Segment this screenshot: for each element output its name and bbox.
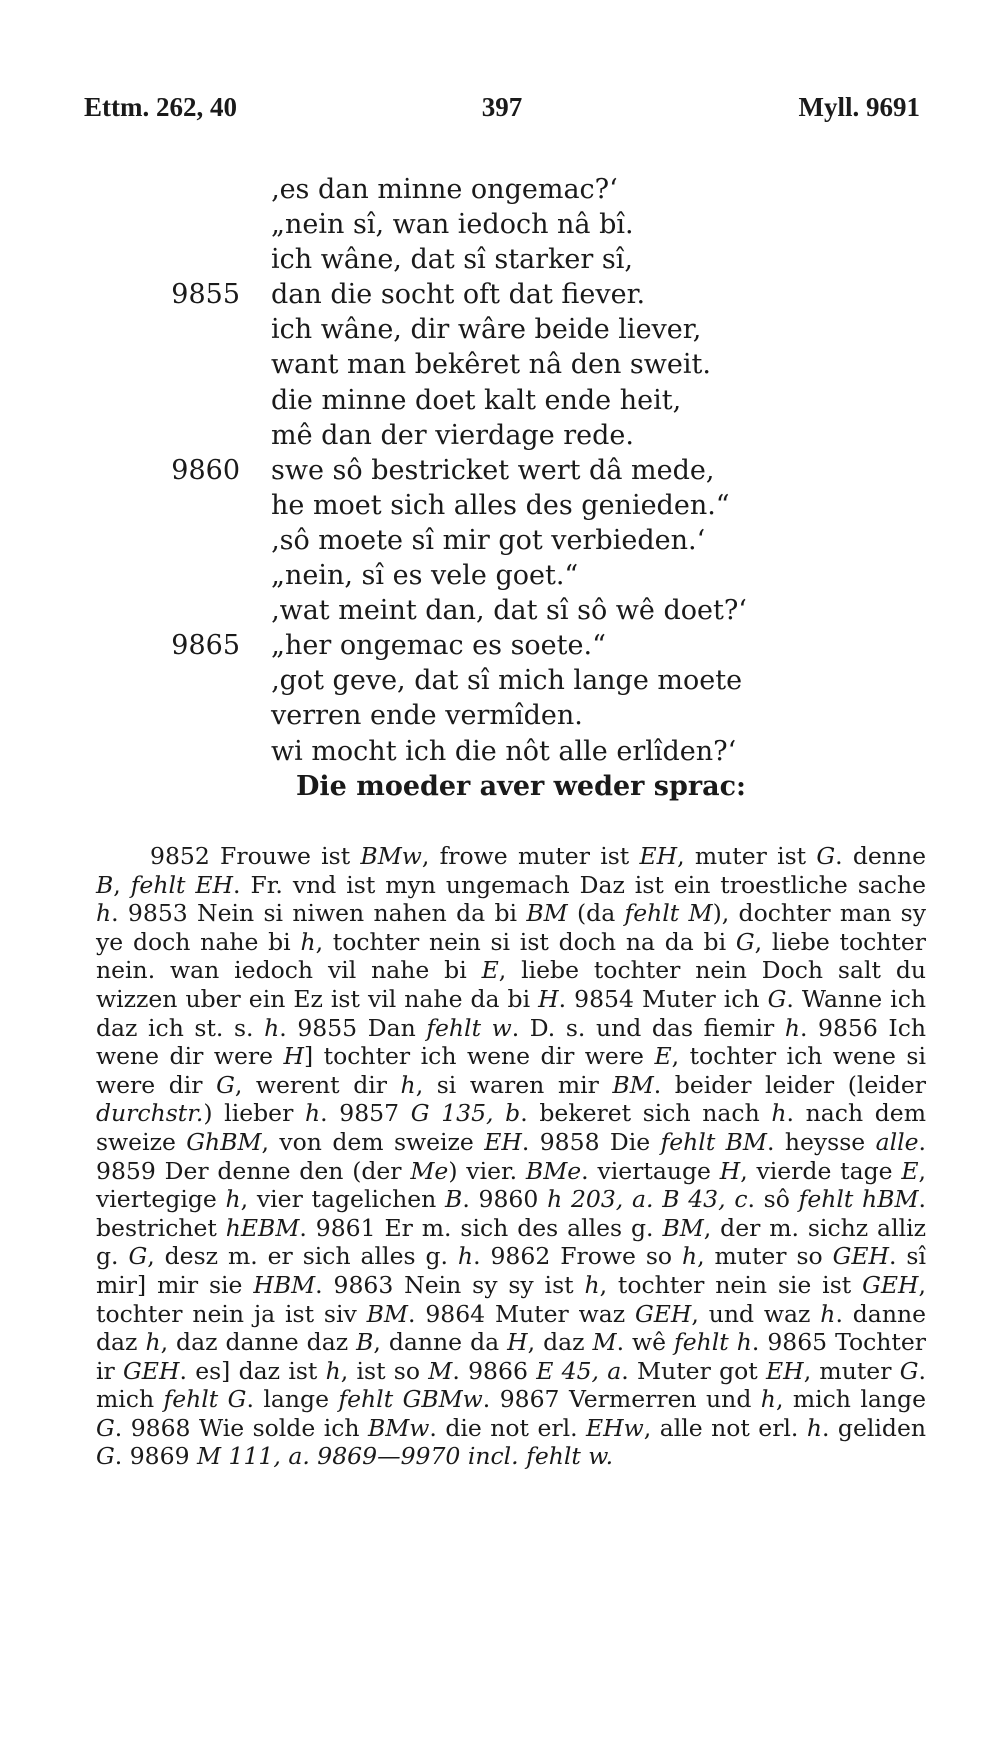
apparatus-text: , vierde tage <box>740 1156 902 1185</box>
siglum: E <box>481 956 499 985</box>
critical-apparatus <box>96 842 926 1471</box>
siglum: h <box>264 1013 280 1042</box>
verse-text: he moet sich alles des genieden.“ <box>271 489 730 521</box>
apparatus-text: . geliden <box>822 1413 926 1442</box>
apparatus-text: , mich lange <box>775 1385 926 1414</box>
verse-text: wi mocht ich die nôt alle erlîden?‘ <box>271 735 737 767</box>
siglum: fehlt h <box>674 1328 752 1357</box>
siglum: E 45, a <box>536 1356 622 1385</box>
siglum: B <box>445 1185 463 1214</box>
apparatus-paragraph <box>96 842 926 1471</box>
siglum: G <box>216 1070 235 1099</box>
apparatus-text: , viertegige <box>96 1156 927 1214</box>
siglum: HBM <box>253 1270 316 1299</box>
verse-line <box>150 558 910 593</box>
siglum: EH <box>484 1127 522 1156</box>
apparatus-text: . 9865 Tochter ir <box>96 1328 926 1385</box>
apparatus-text: , tochter nein si ist doch na da bi <box>315 927 736 956</box>
apparatus-text: . viertauge <box>581 1156 720 1185</box>
apparatus-text: . 9854 Muter ich <box>558 984 768 1013</box>
apparatus-text: , muter ist <box>677 842 817 870</box>
siglum: fehlt GBMw <box>338 1385 483 1414</box>
heading-text: Die moeder aver weder sprac: <box>296 770 746 802</box>
siglum: M 111, a. 9869—9970 incl. fehlt w. <box>197 1442 614 1471</box>
verse-line <box>150 488 910 523</box>
siglum: fehlt EH <box>130 870 234 899</box>
verse-text: swe sô bestricket wert dâ mede, <box>271 454 715 486</box>
apparatus-text: . Fr. vnd ist myn ungemach Daz ist ein troestliche sache <box>233 870 926 899</box>
siglum: GEH <box>635 1299 692 1328</box>
verse-text: verren ende vermîden. <box>271 700 583 732</box>
siglum: h <box>771 1099 787 1128</box>
verse-line <box>150 277 910 312</box>
apparatus-text: . bestrichet <box>96 1185 927 1242</box>
siglum: BM <box>366 1299 408 1328</box>
apparatus-text: . 9857 <box>320 1099 411 1128</box>
verse-line <box>150 383 910 418</box>
siglum: H <box>507 1328 528 1357</box>
siglum: h <box>304 1099 321 1128</box>
verse-line <box>150 207 910 242</box>
apparatus-text: , si waren mir <box>415 1070 613 1099</box>
siglum: H <box>538 984 559 1013</box>
siglum: EH <box>766 1356 804 1385</box>
apparatus-text: , danne da <box>373 1328 508 1357</box>
apparatus-text: . 9864 Muter waz <box>407 1299 635 1328</box>
apparatus-text: . danne daz <box>96 1299 926 1357</box>
verse-line <box>150 453 910 488</box>
apparatus-text: , frowe muter ist <box>421 842 640 870</box>
verse-line <box>150 593 910 628</box>
verse-text: dan die socht oft dat fiever. <box>271 279 646 311</box>
siglum: h <box>225 1185 241 1214</box>
apparatus-text: . Wanne ich daz ich st. s. <box>96 984 926 1042</box>
header-right-reference: Myll. 9691 <box>798 92 920 122</box>
page-number: 397 <box>481 92 523 122</box>
apparatus-text: . 9869 <box>114 1442 197 1471</box>
siglum: E <box>654 1042 672 1071</box>
apparatus-text: . 9867 Vermerren und <box>482 1385 761 1414</box>
verse-line <box>150 523 910 558</box>
verse-text: ‚es dan minne ongemac?‘ <box>271 174 618 205</box>
siglum: Me <box>410 1156 449 1185</box>
apparatus-text: . die not erl. <box>429 1413 587 1442</box>
apparatus-text: . 9863 Nein sy sy ist <box>315 1270 585 1299</box>
apparatus-text: , desz m. er sich alles g. <box>147 1242 458 1271</box>
apparatus-text: ) vier. <box>448 1156 526 1185</box>
apparatus-text: . nach dem sweize <box>96 1099 926 1156</box>
verse-line <box>150 312 910 347</box>
siglum: BMw <box>360 842 422 870</box>
siglum: M <box>592 1328 617 1357</box>
verse-block <box>150 172 910 804</box>
verse-text: mê dan der vierdage rede. <box>271 419 634 451</box>
verse-text: „her ongemac es soete.“ <box>271 630 606 662</box>
apparatus-text: . 9862 Frowe so <box>473 1242 682 1271</box>
verse-text: want man bekêret nâ den sweit. <box>271 349 711 381</box>
siglum: fehlt M <box>624 899 713 928</box>
siglum: G <box>96 1442 115 1471</box>
verse-line <box>150 172 910 207</box>
verse-line <box>150 698 910 733</box>
siglum: EHw <box>586 1413 644 1442</box>
siglum: hEBM <box>225 1213 300 1242</box>
siglum: BM <box>526 899 568 928</box>
apparatus-text: . 9856 Ich wene dir were <box>96 1013 926 1071</box>
verse-text: „nein, sî es vele goet.“ <box>271 560 579 592</box>
apparatus-text: . bekeret sich nach <box>520 1099 772 1128</box>
apparatus-text: ] tochter ich wene dir were <box>304 1042 655 1071</box>
siglum: BM <box>612 1070 654 1099</box>
siglum: M <box>428 1356 453 1385</box>
siglum: G <box>767 984 787 1013</box>
verse-line <box>150 734 910 769</box>
siglum: BM <box>662 1213 704 1242</box>
siglum: h <box>400 1070 416 1099</box>
siglum: h <box>325 1356 341 1385</box>
verse-line <box>150 347 910 382</box>
siglum: G <box>128 1242 148 1271</box>
apparatus-text: . 9859 Der denne den (der <box>96 1127 927 1185</box>
apparatus-text: . denne <box>835 842 926 870</box>
apparatus-text: , werent dir <box>234 1070 401 1099</box>
verse-line <box>150 663 910 698</box>
apparatus-text: . D. s. und das fiemir <box>511 1013 785 1042</box>
verse-line <box>150 242 910 277</box>
siglum: h <box>584 1270 600 1299</box>
apparatus-text: , alle not erl. <box>643 1413 807 1442</box>
siglum: fehlt hBM <box>798 1185 919 1214</box>
apparatus-text: . 9868 Wie solde ich <box>114 1413 368 1442</box>
siglum: h <box>457 1242 474 1271</box>
verse-line <box>150 628 910 663</box>
apparatus-text: ), dochter man sy ye doch nahe bi <box>96 899 926 956</box>
apparatus-text: , liebe tochter nein. wan iedoch vil nahe bi <box>96 927 926 985</box>
verse-text: „nein sî, wan iedoch nâ bî. <box>271 209 634 241</box>
apparatus-text: . Muter got <box>621 1356 767 1385</box>
apparatus-text: , der m. sichz alliz g. <box>96 1213 926 1271</box>
siglum: G <box>96 1413 115 1442</box>
header-left-reference: Ettm. 262, 40 <box>84 92 237 122</box>
line-number: 9855 <box>171 279 240 311</box>
verse-line <box>150 418 910 453</box>
siglum: fehlt w <box>426 1013 512 1042</box>
line-number: 9860 <box>171 454 240 486</box>
siglum: GEH <box>832 1242 890 1271</box>
siglum: durchstr. <box>96 1099 204 1128</box>
siglum: G <box>735 927 755 956</box>
siglum: fehlt G <box>163 1385 247 1414</box>
verse-text: ‚got geve, dat sî mich lange moete <box>271 665 743 697</box>
verse-text: ‚wat meint dan, dat sî sô wê doet?‘ <box>271 595 747 627</box>
siglum: B <box>96 870 114 899</box>
apparatus-text: , tochter ich wene si were dir <box>96 1042 927 1099</box>
page-header <box>84 92 920 132</box>
siglum: h 203, a. B 43, c <box>547 1185 748 1214</box>
siglum: h <box>681 1242 698 1271</box>
apparatus-text: , daz danne daz <box>160 1328 357 1357</box>
siglum: G 135, b <box>410 1099 521 1128</box>
siglum: B <box>356 1328 374 1357</box>
verse-heading-line <box>150 769 910 804</box>
siglum: h <box>760 1385 776 1414</box>
siglum: h <box>784 1013 800 1042</box>
apparatus-text: . wê <box>616 1328 675 1357</box>
apparatus-text: , von dem sweize <box>261 1127 485 1156</box>
verse-text: ‚sô moete sî mir got verbieden.‘ <box>271 524 706 556</box>
siglum: H <box>719 1156 741 1185</box>
apparatus-text: . 9853 Nein si niwen nahen da bi <box>111 899 527 928</box>
line-number: 9865 <box>171 630 240 662</box>
verse-text: ich wâne, dir wâre beide liever, <box>271 314 702 346</box>
apparatus-text: 9852 Frouwe ist <box>150 842 361 870</box>
apparatus-text: ) lieber <box>203 1099 305 1128</box>
siglum: h <box>806 1413 822 1442</box>
siglum: G <box>899 1356 919 1385</box>
apparatus-text: , muter so <box>697 1242 833 1271</box>
apparatus-text: . lange <box>246 1385 339 1414</box>
apparatus-text: , daz <box>527 1328 593 1357</box>
apparatus-text: . heysse <box>766 1127 876 1156</box>
siglum: GEH <box>123 1356 180 1385</box>
siglum: h <box>145 1328 161 1357</box>
apparatus-text: . 9855 Dan <box>279 1013 427 1042</box>
siglum: GEH <box>862 1270 919 1299</box>
siglum: h <box>96 899 112 928</box>
apparatus-text: . 9860 <box>462 1185 548 1214</box>
siglum: EH <box>639 842 678 870</box>
apparatus-text: , tochter nein ja ist siv <box>96 1270 926 1328</box>
siglum: fehlt BM <box>660 1127 767 1156</box>
apparatus-text: (da <box>567 899 625 928</box>
apparatus-text: . sî mir] mir sie <box>96 1242 927 1299</box>
apparatus-text: . 9861 Er m. sich des alles g. <box>299 1213 663 1242</box>
apparatus-text: , vier tagelichen <box>240 1185 446 1214</box>
verse-text: die minne doet kalt ende heit, <box>271 384 682 416</box>
apparatus-text: , muter <box>803 1356 900 1385</box>
verse-text: ich wâne, dat sî starker sî, <box>271 244 633 276</box>
siglum: alle <box>875 1127 919 1156</box>
apparatus-text: , liebe tochter nein Doch salt du wizzen uber ein Ez ist vil nahe da bi <box>96 956 926 1013</box>
siglum: G <box>816 842 836 870</box>
apparatus-text: , und waz <box>691 1299 821 1328</box>
apparatus-text: . 9866 <box>452 1356 537 1385</box>
siglum: E <box>901 1156 919 1185</box>
siglum: GhBM <box>186 1127 262 1156</box>
siglum: BMe <box>525 1156 582 1185</box>
siglum: h <box>820 1299 836 1328</box>
siglum: BMw <box>367 1413 430 1442</box>
apparatus-text: . sô <box>747 1185 799 1214</box>
siglum: h <box>300 927 316 956</box>
apparatus-text: . 9858 Die <box>521 1127 661 1156</box>
apparatus-text: . es] daz ist <box>179 1356 326 1385</box>
apparatus-text: , <box>113 870 131 899</box>
apparatus-text: , tochter nein sie ist <box>599 1270 863 1299</box>
apparatus-text: , ist so <box>340 1356 429 1385</box>
siglum: H <box>283 1042 305 1071</box>
apparatus-text: . mich <box>96 1356 926 1414</box>
apparatus-text: . beider leider (leider <box>653 1070 926 1099</box>
